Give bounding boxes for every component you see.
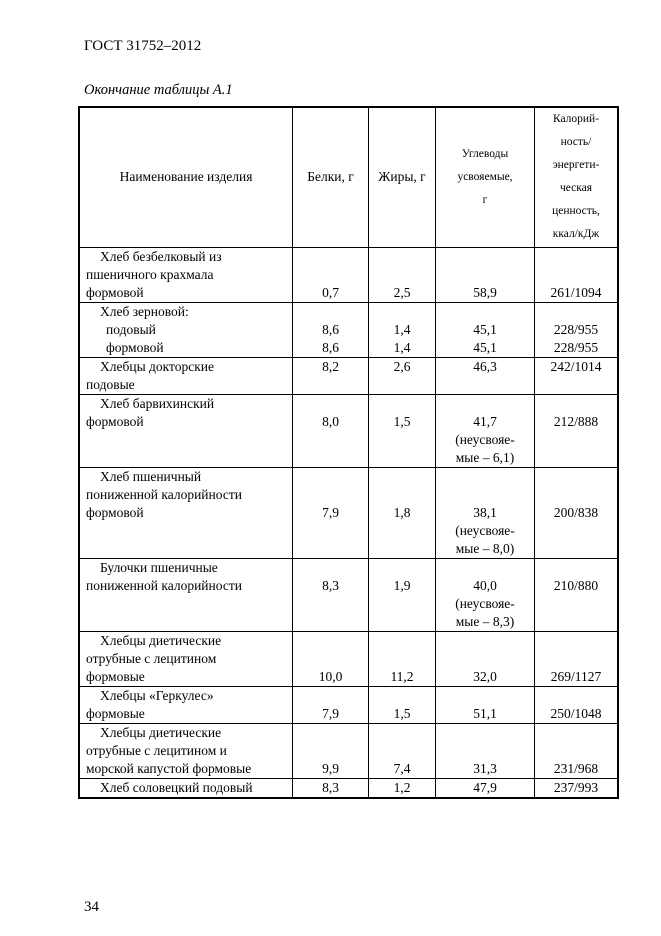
carbs-value: 40,0 — [473, 577, 497, 593]
fat-value — [369, 303, 435, 321]
header-protein: Белки, г — [293, 107, 369, 247]
product-name-line: пониженной калорийности — [86, 486, 242, 502]
table-row — [79, 247, 618, 302]
energy-cell — [535, 394, 619, 467]
carbs-value: мые – 8,3) — [455, 613, 515, 629]
energy-value: 228/955 — [553, 321, 599, 337]
product-name-line: Хлебцы диетические — [100, 632, 222, 648]
protein-value: 8,3 — [322, 577, 339, 593]
header-energy-line: ккал/кДж — [552, 228, 600, 241]
product-name-line: Хлеб безбелковый из — [100, 248, 222, 264]
carbs-value — [436, 632, 534, 650]
protein-value — [293, 395, 368, 413]
protein-value — [293, 724, 368, 742]
carbs-value: 45,1 — [473, 321, 497, 337]
carbs-value: 41,7 — [473, 413, 497, 429]
protein-value — [293, 559, 368, 577]
table-row — [79, 723, 618, 778]
product-name-line: морской капустой формовые — [86, 760, 252, 776]
energy-value: 237/993 — [553, 779, 599, 795]
energy-value — [535, 724, 617, 742]
header-carbs-line: г — [482, 193, 488, 206]
carbs-cell — [436, 467, 535, 558]
product-name-line: Хлеб зерновой: — [100, 303, 189, 319]
energy-cell — [535, 778, 619, 798]
protein-value: 9,9 — [322, 760, 339, 776]
protein-value: 10,0 — [318, 668, 343, 684]
header-carbs-line: Углеводы — [461, 147, 509, 160]
fat-value — [369, 468, 435, 486]
protein-cell — [293, 302, 369, 357]
energy-value: 250/1048 — [550, 705, 602, 721]
product-name-line: Хлебцы диетические — [100, 724, 222, 740]
product-name-line: Хлеб барвихинский — [100, 395, 215, 411]
product-name-line: отрубные с лецитином — [86, 650, 217, 666]
energy-value: 261/1094 — [550, 284, 602, 300]
protein-value: 8,3 — [322, 779, 339, 795]
product-name-cell — [79, 467, 293, 558]
carbs-cell — [436, 686, 535, 723]
carbs-value — [436, 742, 534, 760]
header-energy-line: ческая — [559, 182, 593, 195]
energy-cell — [535, 247, 619, 302]
protein-cell — [293, 778, 369, 798]
protein-value — [293, 650, 368, 668]
table-row — [79, 631, 618, 686]
energy-value: 228/955 — [553, 339, 599, 355]
fat-value: 1,5 — [393, 705, 411, 721]
energy-value: 242/1014 — [550, 358, 602, 374]
header-energy-line: ность/ — [560, 136, 592, 149]
energy-value — [535, 486, 617, 504]
carbs-value — [436, 303, 534, 321]
energy-value — [535, 303, 617, 321]
fat-value — [369, 632, 435, 650]
carbs-cell — [436, 778, 535, 798]
protein-cell — [293, 631, 369, 686]
table-row — [79, 778, 618, 798]
product-name-cell — [79, 778, 293, 798]
header-carbs-line: усвояемые, — [457, 170, 513, 183]
energy-cell — [535, 558, 619, 631]
energy-value — [535, 468, 617, 486]
product-name-cell — [79, 357, 293, 394]
fat-cell — [369, 631, 436, 686]
product-name-cell — [79, 558, 293, 631]
carbs-cell — [436, 247, 535, 302]
fat-value — [369, 650, 435, 668]
carbs-value — [436, 248, 534, 266]
fat-value — [369, 742, 435, 760]
fat-cell — [369, 778, 436, 798]
energy-cell — [535, 686, 619, 723]
fat-value: 1,4 — [393, 321, 411, 337]
energy-value: 212/888 — [553, 413, 599, 429]
product-name-cell — [79, 686, 293, 723]
protein-cell — [293, 686, 369, 723]
protein-value: 8,2 — [322, 358, 339, 374]
carbs-value: мые – 8,0) — [455, 540, 515, 556]
header-energy — [535, 107, 619, 247]
carbs-value — [436, 559, 534, 577]
fat-cell — [369, 558, 436, 631]
fat-value — [369, 486, 435, 504]
header-fat: Жиры, г — [369, 107, 436, 247]
protein-value — [293, 486, 368, 504]
product-name-cell — [79, 394, 293, 467]
carbs-value: 32,0 — [473, 668, 497, 684]
energy-value — [535, 395, 617, 413]
fat-value: 1,2 — [393, 779, 411, 795]
carbs-value: 31,3 — [473, 760, 497, 776]
product-name-line: отрубные с лецитином и — [86, 742, 227, 758]
table-row — [79, 394, 618, 467]
energy-value — [535, 559, 617, 577]
header-energy-line: энергети- — [552, 159, 600, 172]
product-name-line: формовой — [86, 284, 144, 300]
energy-value: 231/968 — [553, 760, 599, 776]
document-header: ГОСТ 31752–2012 — [84, 38, 202, 54]
fat-value: 1,8 — [393, 504, 411, 520]
fat-value: 7,4 — [393, 760, 411, 776]
product-name-line: подовые — [86, 376, 135, 392]
fat-cell — [369, 247, 436, 302]
table-header-row — [79, 107, 618, 247]
product-name-cell — [79, 302, 293, 357]
carbs-value: 51,1 — [473, 705, 497, 721]
fat-cell — [369, 394, 436, 467]
product-name-cell — [79, 631, 293, 686]
fat-value: 1,5 — [393, 413, 411, 429]
carbs-value — [436, 266, 534, 284]
header-energy-line: ценность, — [552, 205, 600, 218]
carbs-value: 58,9 — [473, 284, 497, 300]
carbs-value — [436, 724, 534, 742]
fat-cell — [369, 302, 436, 357]
energy-value: 210/880 — [553, 577, 599, 593]
product-name-line: формовой — [86, 413, 144, 429]
carbs-value — [436, 650, 534, 668]
table-row — [79, 467, 618, 558]
fat-cell — [369, 686, 436, 723]
fat-value: 2,6 — [393, 358, 411, 374]
product-name-line: Хлебцы докторские — [100, 358, 215, 374]
product-name-line: формовые — [86, 705, 145, 721]
carbs-value: мые – 6,1) — [455, 449, 515, 465]
table-row — [79, 302, 618, 357]
fat-cell — [369, 467, 436, 558]
energy-cell — [535, 302, 619, 357]
product-name-line: подовый — [106, 321, 156, 337]
fat-value: 1,4 — [393, 339, 411, 355]
product-name-line: пшеничного крахмала — [86, 266, 214, 282]
carbs-value: 38,1 — [473, 504, 497, 520]
protein-value: 8,6 — [322, 339, 339, 355]
table-caption: Окончание таблицы А.1 — [84, 82, 233, 98]
energy-value — [535, 687, 617, 705]
energy-value — [535, 266, 617, 284]
protein-value — [293, 248, 368, 266]
fat-value: 11,2 — [390, 668, 414, 684]
protein-value: 7,9 — [322, 504, 339, 520]
carbs-cell — [436, 723, 535, 778]
carbs-value: (неусвояе- — [455, 431, 515, 447]
product-name-line: Хлебцы «Геркулес» — [100, 687, 214, 703]
carbs-value: (неусвояе- — [455, 522, 515, 538]
carbs-cell — [436, 558, 535, 631]
table-body — [79, 247, 618, 798]
carbs-value — [436, 395, 534, 413]
page-number: 34 — [84, 899, 99, 915]
protein-value — [293, 632, 368, 650]
carbs-value — [436, 486, 534, 504]
fat-value: 2,5 — [393, 284, 411, 300]
protein-value — [293, 742, 368, 760]
table-row — [79, 686, 618, 723]
protein-value — [293, 468, 368, 486]
protein-value: 7,9 — [322, 705, 339, 721]
header-energy-line: Калорий- — [552, 113, 600, 126]
protein-value: 0,7 — [322, 284, 339, 300]
fat-value — [369, 687, 435, 705]
product-name-line: пониженной калорийности — [86, 577, 242, 593]
protein-value — [293, 303, 368, 321]
fat-cell — [369, 357, 436, 394]
fat-cell — [369, 723, 436, 778]
carbs-value — [436, 468, 534, 486]
header-carbs — [436, 107, 535, 247]
protein-cell — [293, 247, 369, 302]
energy-value: 269/1127 — [550, 668, 602, 684]
carbs-value — [436, 687, 534, 705]
protein-cell — [293, 723, 369, 778]
fat-value — [369, 559, 435, 577]
product-name-line: Булочки пшеничные — [100, 559, 218, 575]
header-name: Наименование изделия — [79, 107, 293, 247]
energy-cell — [535, 631, 619, 686]
protein-value — [293, 687, 368, 705]
energy-value — [535, 742, 617, 760]
carbs-value: 45,1 — [473, 339, 497, 355]
product-name-line: Хлеб соловецкий подовый — [100, 779, 253, 795]
fat-value — [369, 395, 435, 413]
protein-value: 8,6 — [322, 321, 339, 337]
protein-cell — [293, 558, 369, 631]
energy-value — [535, 650, 617, 668]
carbs-value: (неусвояе- — [455, 595, 515, 611]
carbs-value: 46,3 — [473, 358, 497, 374]
fat-value — [369, 248, 435, 266]
product-name-line: формовые — [86, 668, 145, 684]
energy-cell — [535, 357, 619, 394]
energy-value — [535, 248, 617, 266]
carbs-cell — [436, 357, 535, 394]
energy-cell — [535, 467, 619, 558]
carbs-cell — [436, 302, 535, 357]
carbs-value: 47,9 — [473, 779, 497, 795]
energy-value: 200/838 — [553, 504, 599, 520]
energy-value — [535, 632, 617, 650]
protein-value — [293, 266, 368, 284]
product-name-line: формовой — [106, 339, 164, 355]
protein-cell — [293, 357, 369, 394]
product-name-line: Хлеб пшеничный — [100, 468, 202, 484]
energy-cell — [535, 723, 619, 778]
carbs-cell — [436, 394, 535, 467]
table-row — [79, 558, 618, 631]
fat-value — [369, 724, 435, 742]
table-row — [79, 357, 618, 394]
protein-cell — [293, 394, 369, 467]
nutrition-table — [78, 106, 619, 799]
protein-cell — [293, 467, 369, 558]
protein-value: 8,0 — [322, 413, 339, 429]
fat-value: 1,9 — [393, 577, 411, 593]
fat-value — [369, 266, 435, 284]
product-name-cell — [79, 723, 293, 778]
product-name-cell — [79, 247, 293, 302]
carbs-cell — [436, 631, 535, 686]
product-name-line: формовой — [86, 504, 144, 520]
